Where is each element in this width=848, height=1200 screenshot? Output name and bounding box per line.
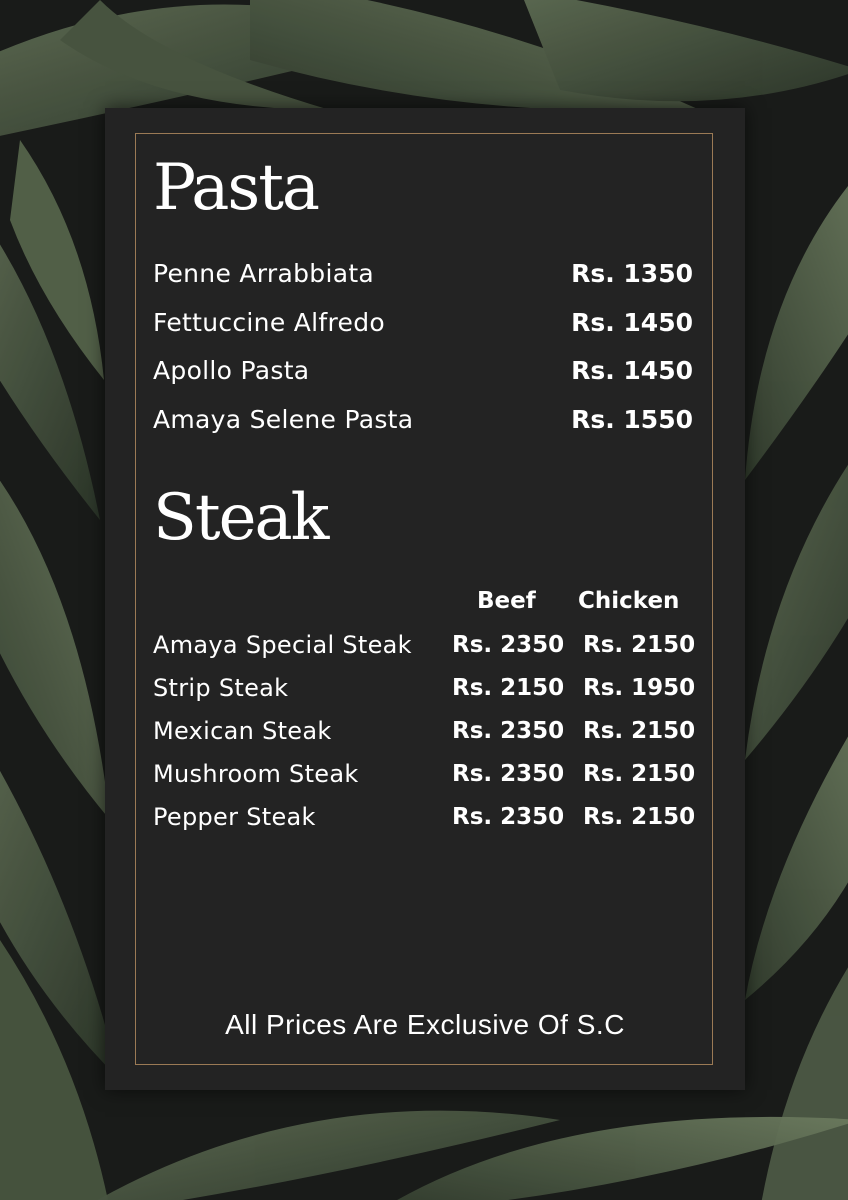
steak-chicken-price: Rs. 2150: [583, 804, 696, 830]
steak-chicken-price: Rs. 1950: [583, 675, 696, 701]
prices-exclusive-note: All Prices Are Exclusive Of S.C: [225, 1009, 625, 1040]
steak-beef-price: Rs. 2350: [452, 718, 565, 744]
chicken-column-header: Chicken: [578, 588, 680, 614]
steak-beef-price: Rs. 2350: [452, 632, 565, 658]
pasta-item-name: Amaya Selene Pasta: [153, 405, 414, 434]
pasta-item-name: Penne Arrabbiata: [153, 259, 375, 288]
beef-column-header: Beef: [477, 588, 536, 614]
pasta-item-price: Rs. 1450: [571, 356, 693, 385]
steak-chicken-price: Rs. 2150: [583, 718, 696, 744]
steak-beef-price: Rs. 2150: [452, 675, 565, 701]
steak-item-name: Strip Steak: [153, 674, 289, 702]
pasta-item-price: Rs. 1350: [571, 259, 693, 288]
steak-beef-price: Rs. 2350: [452, 804, 565, 830]
pasta-section-title: Pasta: [153, 151, 319, 225]
pasta-item-name: Apollo Pasta: [153, 356, 310, 385]
steak-section-title: Steak: [153, 481, 328, 555]
steak-chicken-price: Rs. 2150: [583, 632, 696, 658]
pasta-item-name: Fettuccine Alfredo: [153, 308, 385, 337]
steak-beef-price: Rs. 2350: [452, 761, 565, 787]
menu-card: [105, 108, 745, 1090]
steak-item-name: Mushroom Steak: [153, 760, 359, 788]
pasta-item-price: Rs. 1550: [571, 405, 693, 434]
pasta-item-price: Rs. 1450: [571, 308, 693, 337]
steak-item-name: Pepper Steak: [153, 803, 316, 831]
steak-item-name: Amaya Special Steak: [153, 631, 412, 659]
steak-chicken-price: Rs. 2150: [583, 761, 696, 787]
steak-item-name: Mexican Steak: [153, 717, 332, 745]
